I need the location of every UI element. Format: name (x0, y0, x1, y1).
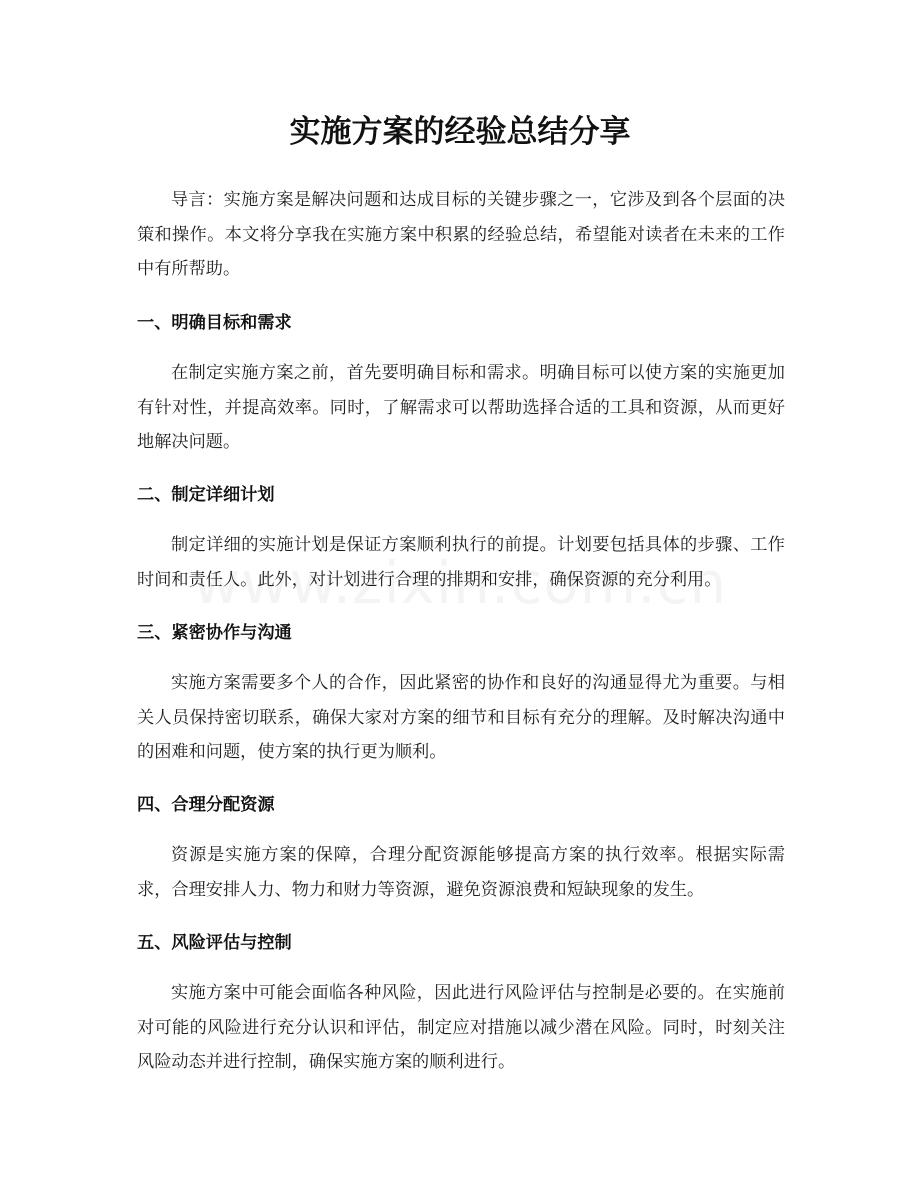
section-body-5: 实施方案中可能会面临各种风险，因此进行风险评估与控制是必要的。在实施前对可能的风险进行充分认识和评估，制定应对措施以减少潜在风险。同时，时刻关注风险动态并进行控制，确保实施方案的顺利进行。 (137, 983, 785, 1072)
section-heading-2: 二、制定详细计划 (137, 485, 275, 505)
section-heading-1: 一、明确目标和需求 (137, 313, 292, 333)
section-body-1: 在制定实施方案之前，首先要明确目标和需求。明确目标可以使方案的实施更加有针对性，并提高效率。同时，了解需求可以帮助选择合适的工具和资源，从而更好地解决问题。 (137, 363, 785, 452)
page-title: 实施方案的经验总结分享 (289, 114, 631, 150)
section-body-4: 资源是实施方案的保障，合理分配资源能够提高方案的执行效率。根据实际需求，合理安排人力、物力和财力等资源，避免资源浪费和短缺现象的发生。 (137, 845, 785, 900)
section-heading-3: 三、紧密协作与沟通 (137, 623, 292, 643)
section-body-2: 制定详细的实施计划是保证方案顺利执行的前提。计划要包括具体的步骤、工作时间和责任人。此外，对计划进行合理的排期和安排，确保资源的充分利用。 (137, 535, 785, 590)
section-heading-4: 四、合理分配资源 (137, 795, 275, 815)
section-heading-5: 五、风险评估与控制 (137, 933, 292, 953)
intro-paragraph: 导言：实施方案是解决问题和达成目标的关键步骤之一，它涉及到各个层面的决策和操作。本文将分享我在实施方案中积累的经验总结，希望能对读者在未来的工作中有所帮助。 (137, 190, 785, 279)
section-body-3: 实施方案需要多个人的合作，因此紧密的协作和良好的沟通显得尤为重要。与相关人员保持密切联系，确保大家对方案的细节和目标有充分的理解。及时解决沟通中的困难和问题，使方案的执行更为顺利。 (137, 673, 785, 762)
